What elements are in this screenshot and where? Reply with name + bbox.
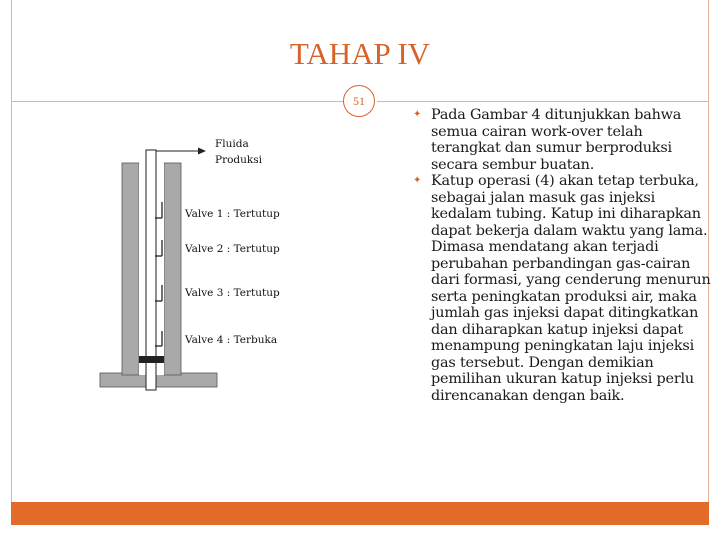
bullet-text: Katup operasi (4) akan tetap terbuka, sebagai jalan masuk gas injeksi kedalam tubing. Katup ini diharapkan dapat bekerja dalam waktu yang lama. Dimasa mendatang akan terjadi perubahan perbandingan gas-cairan dari formasi, yang cenderung menurun serta peningkatan produksi air, maka jumlah gas injeksi dapat ditingkatkan dan diharapkan katup injeksi dapat menampung peningkatan laju injeksi gas tersebut. Dengan demikian pemilihan ukuran katup injeksi perlu direncanakan dengan baik.: [431, 173, 711, 404]
ground-slab: [100, 373, 217, 387]
casing-left-wall: [122, 163, 139, 375]
bullet-star-icon: ✦: [413, 175, 422, 186]
fluid-label-line-1: Fluida: [215, 138, 249, 150]
valve-4-label: Valve 4 : Terbuka: [185, 334, 278, 346]
bullet-item: [413, 107, 713, 173]
fluid-label-line-2: Produksi: [215, 154, 262, 166]
flow-arrow-head: [198, 148, 206, 155]
bullet-item: [413, 173, 713, 404]
tubing-string: [146, 150, 156, 390]
bullet-star-icon: ✦: [413, 109, 422, 120]
valve-3-label: Valve 3 : Tertutup: [185, 287, 280, 299]
bullet-list: [413, 107, 713, 404]
footer-bar: [11, 502, 709, 525]
valve-2-label: Valve 2 : Tertutup: [185, 243, 280, 255]
fluid-production-label: [215, 136, 295, 168]
page-number-badge: 51: [343, 85, 375, 117]
casing-right-wall: [164, 163, 181, 375]
valve-1-label: Valve 1 : Tertutup: [185, 208, 280, 220]
slide-title: TAHAP IV: [289, 36, 431, 71]
bullet-text: Pada Gambar 4 ditunjukkan bahwa semua cairan work-over telah terangkat dan sumur berproduksi secara sembur buatan.: [431, 107, 682, 173]
packer: [139, 356, 164, 363]
